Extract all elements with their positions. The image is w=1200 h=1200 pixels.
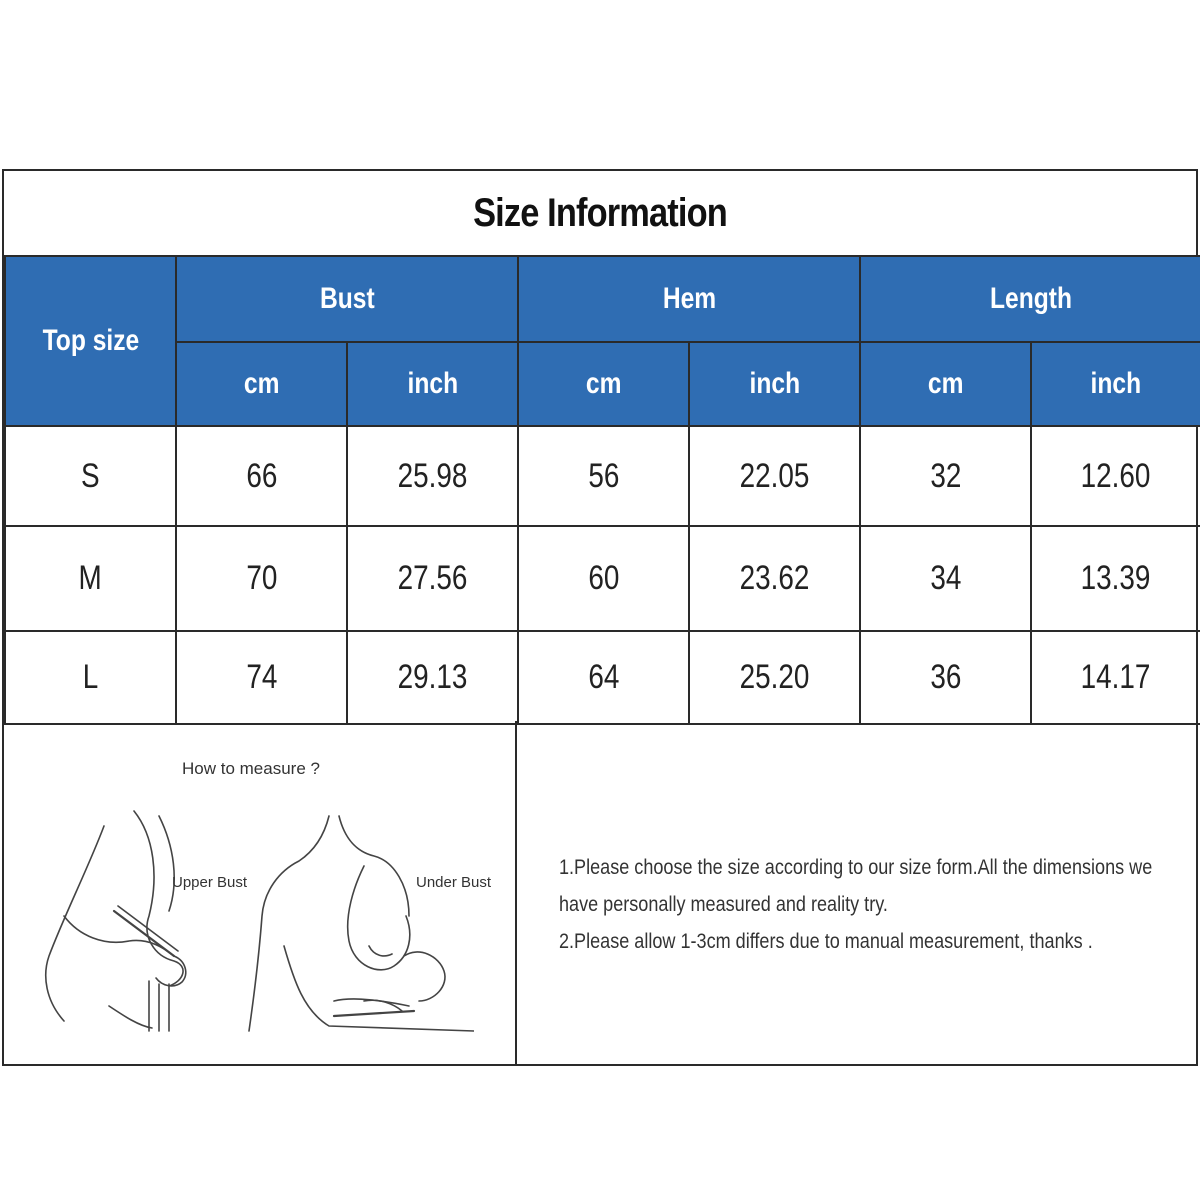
header-hem: Hem [518,256,860,342]
header-unit: cm [860,342,1031,426]
table-cell: 25.20 [689,631,860,724]
table-cell: 74 [176,631,347,724]
size-chart [2,169,1198,1066]
table-cell: 25.98 [347,426,518,526]
table-cell: 14.17 [1031,631,1200,724]
header-top-size: Top size [5,256,176,426]
upper-bust-label: Upper Bust [172,874,248,891]
section-divider [515,721,517,1064]
header-unit: inch [1031,342,1200,426]
under-bust-illustration [234,806,474,1036]
header-unit: inch [347,342,518,426]
table-cell: 60 [518,526,689,631]
table-cell: 32 [860,426,1031,526]
header-length: Length [860,256,1200,342]
chart-title: Size Information [473,190,727,235]
table-cell: 36 [860,631,1031,724]
header-unit: cm [176,342,347,426]
header-bust: Bust [176,256,518,342]
note-line: 1.Please choose the size according to our size form.All the dimensions we [559,856,1153,879]
note-line: 2.Please allow 1-3cm differs due to manual measurement, thanks . [559,930,1093,953]
table-row [5,426,1200,526]
table-cell: 23.62 [689,526,860,631]
size-notes [559,849,1179,960]
table-cell: 29.13 [347,631,518,724]
table-cell: 70 [176,526,347,631]
measure-section [4,721,1196,1064]
size-table [4,255,1200,725]
size-label: M [5,526,176,631]
table-cell: 12.60 [1031,426,1200,526]
table-cell: 22.05 [689,426,860,526]
table-cell: 56 [518,426,689,526]
table-cell: 13.39 [1031,526,1200,631]
upper-bust-illustration [34,806,234,1036]
table-row [5,631,1200,724]
size-label: S [5,426,176,526]
note-line: have personally measured and reality try. [559,893,888,916]
size-label: L [5,631,176,724]
header-unit: inch [689,342,860,426]
header-unit: cm [518,342,689,426]
table-cell: 34 [860,526,1031,631]
table-cell: 27.56 [347,526,518,631]
how-to-measure-heading: How to measure ? [182,759,320,778]
table-cell: 66 [176,426,347,526]
under-bust-label: Under Bust [416,874,492,891]
table-row [5,526,1200,631]
table-cell: 64 [518,631,689,724]
